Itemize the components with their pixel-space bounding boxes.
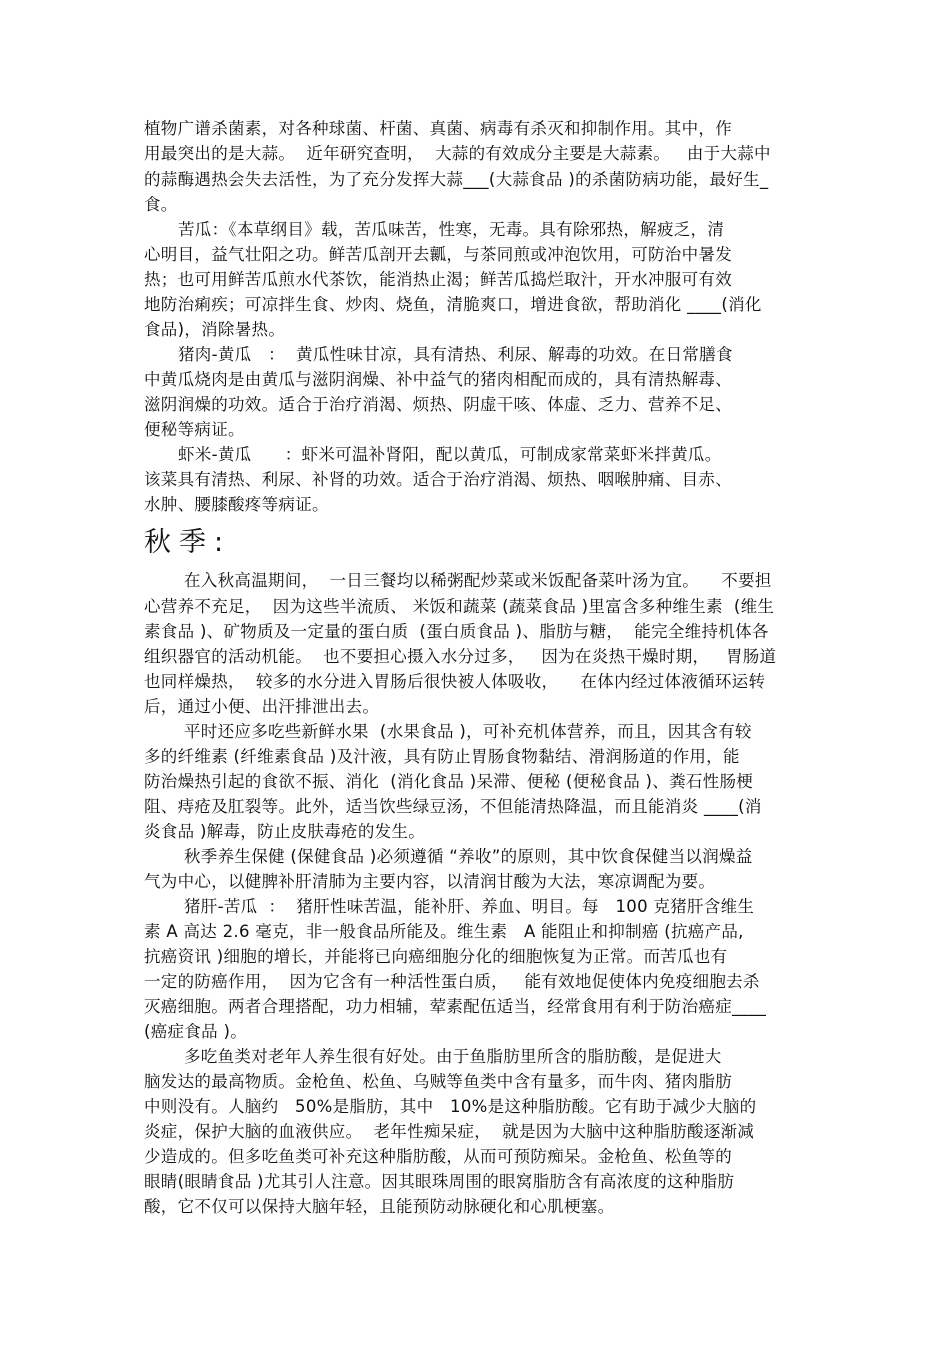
text-line: 脑发达的最高物质。金枪鱼、松鱼、乌贼等鱼类中含有量多，而牛肉、猪肉脂肪 — [144, 1072, 732, 1091]
text-line: 炎食品 )解毒，防止皮肤毒疮的发生。 — [144, 822, 426, 841]
text-line: 一定的防癌作用， 因为它含有一种活性蛋白质， 能有效地促使体内免疫细胞去杀 — [144, 972, 760, 991]
paragraph-start-line: 秋季养生保健 (保健食品 )必须遵循 “养收”的原则，其中饮食保健当以润燥益 — [184, 847, 753, 866]
text-line: 滋阴润燥的功效。适合于治疗消渴、烦热、阴虚干咳、体虚、乏力、营养不足、 — [144, 395, 732, 414]
paragraph-start-line: 苦瓜：《本草纲目》载，苦瓜味苦，性寒，无毒。具有除邪热，解疲乏，清 — [178, 220, 725, 239]
text-line: 地防治痢疾；可凉拌生食、炒肉、烧鱼，清脆爽口，增进食欲，帮助消化 ____(消化 — [144, 295, 762, 314]
text-line: 多的纤维素 (纤维素食品 )及汁液，具有防止胃肠食物黏结、滑润肠道的作用，能 — [144, 747, 740, 766]
text-line: 眼睛(眼睛食品 )尤其引人注意。因其眼珠周围的眼窝脂肪含有高浓度的这种脂肪 — [144, 1172, 735, 1191]
text-line: 水肿、腰膝酸疼等病证。 — [144, 495, 329, 514]
text-line: 用最突出的是大蒜。 近年研究查明， 大蒜的有效成分主要是大蒜素。 由于大蒜中 — [144, 144, 771, 163]
text-line: 中则没有。人脑约 50%是脂肪，其中 10%是这种脂肪酸。它有助于减少大脑的 — [144, 1097, 757, 1116]
text-line: 素食品 )、矿物质及一定量的蛋白质 (蛋白质食品 )、脂肪与糖， 能完全维持机体各 — [144, 622, 769, 641]
text-line: 心营养不充足， 因为这些半流质、 米饭和蔬菜 (蔬菜食品 )里富含多种维生素 (维生 — [144, 597, 775, 616]
text-line: (癌症食品 )。 — [144, 1022, 248, 1041]
text-line: 植物广谱杀菌素，对各种球菌、杆菌、真菌、病毒有杀灭和抑制作用。其中，作 — [144, 119, 732, 138]
text-line: 后，通过小便、出汗排泄出去。 — [144, 697, 380, 716]
text-line: 气为中心，以健脾补肝清肺为主要内容，以清润甘酸为大法，寒凉调配为要。 — [144, 872, 716, 891]
text-line: 抗癌资讯 )细胞的增长，并能将已向癌细胞分化的细胞恢复为正常。而苦瓜也有 — [144, 947, 728, 966]
text-line: 酸，它不仅可以保持大脑年轻，且能预防动脉硬化和心肌梗塞。 — [144, 1197, 615, 1216]
text-line: 的蒜酶遇热会失去活性，为了充分发挥大蒜___(大蒜食品 )的杀菌防病功能，最好生_ — [144, 170, 769, 189]
paragraph-start-line: 平时还应多吃些新鲜水果 (水果食品 )，可补充机体营养，而且，因其含有较 — [184, 722, 752, 741]
text-line: 便秘等病证。 — [144, 420, 245, 439]
text-line: 阻、痔疮及肛裂等。此外，适当饮些绿豆汤，不但能清热降温，而且能消炎 ____(消 — [144, 797, 762, 816]
text-line: 防治燥热引起的食欲不振、消化 (消化食品 )呆滞、便秘 (便秘食品 )、粪石性肠梗 — [144, 772, 754, 791]
text-line: 少造成的。但多吃鱼类可补充这种脂肪酸，从而可预防痴呆。金枪鱼、松鱼等的 — [144, 1147, 732, 1166]
text-line: 热；也可用鲜苦瓜煎水代茶饮，能消热止渴；鲜苦瓜捣烂取汁，开水冲服可有效 — [144, 270, 732, 289]
paragraph-start-line: 多吃鱼类对老年人养生很有好处。由于鱼脂肪里所含的脂肪酸，是促进大 — [184, 1047, 722, 1066]
paragraph-start-line: 虾米-黄瓜 ：虾米可温补肾阳，配以黄瓜，可制成家常菜虾米拌黄瓜。 — [178, 445, 722, 464]
paragraph-start-line: 在入秋高温期间， 一日三餐均以稀粥配炒菜或米饭配备菜叶汤为宜。 不要担 — [184, 571, 772, 590]
text-line: 也同样燥热， 较多的水分进入胃肠后很快被人体吸收， 在体内经过体液循环运转 — [144, 672, 766, 691]
text-line: 食。 — [144, 195, 178, 214]
paragraph-start-line: 猪肝-苦瓜 ： 猪肝性味苦温，能补肝、养血、明目。每 100 克猪肝含维生 — [184, 897, 755, 916]
text-line: 灭癌细胞。两者合理搭配，功力相辅，荤素配伍适当，经常食用有利于防治癌症____ — [144, 997, 767, 1016]
text-line: 该菜具有清热、利尿、补肾的功效。适合于治疗消渴、烦热、咽喉肿痛、目赤、 — [144, 470, 732, 489]
text-line: 素 A 高达 2.6 毫克，非一般食品所能及。维生素 A 能阻止和抑制癌 (抗癌产品, — [144, 922, 744, 941]
text-line: 组织器官的活动机能。 也不要担心摄入水分过多， 因为在炎热干燥时期， 胃肠道 — [144, 647, 777, 666]
text-line: 食品)，消除暑热。 — [144, 320, 286, 339]
section-heading-autumn: 秋季: — [144, 527, 232, 558]
text-line: 心明目，益气壮阳之功。鲜苦瓜剖开去瓤，与茶同煎或冲泡饮用，可防治中暑发 — [144, 245, 732, 264]
text-line: 炎症，保护大脑的血液供应。 老年性痴呆症， 就是因为大脑中这种脂肪酸逐渐减 — [144, 1122, 755, 1141]
text-line: 中黄瓜烧肉是由黄瓜与滋阴润燥、补中益气的猪肉相配而成的，具有清热解毒、 — [144, 370, 732, 389]
paragraph-start-line: 猪肉-黄瓜 ： 黄瓜性味甘凉，具有清热、利尿、解毒的功效。在日常膳食 — [178, 345, 733, 364]
